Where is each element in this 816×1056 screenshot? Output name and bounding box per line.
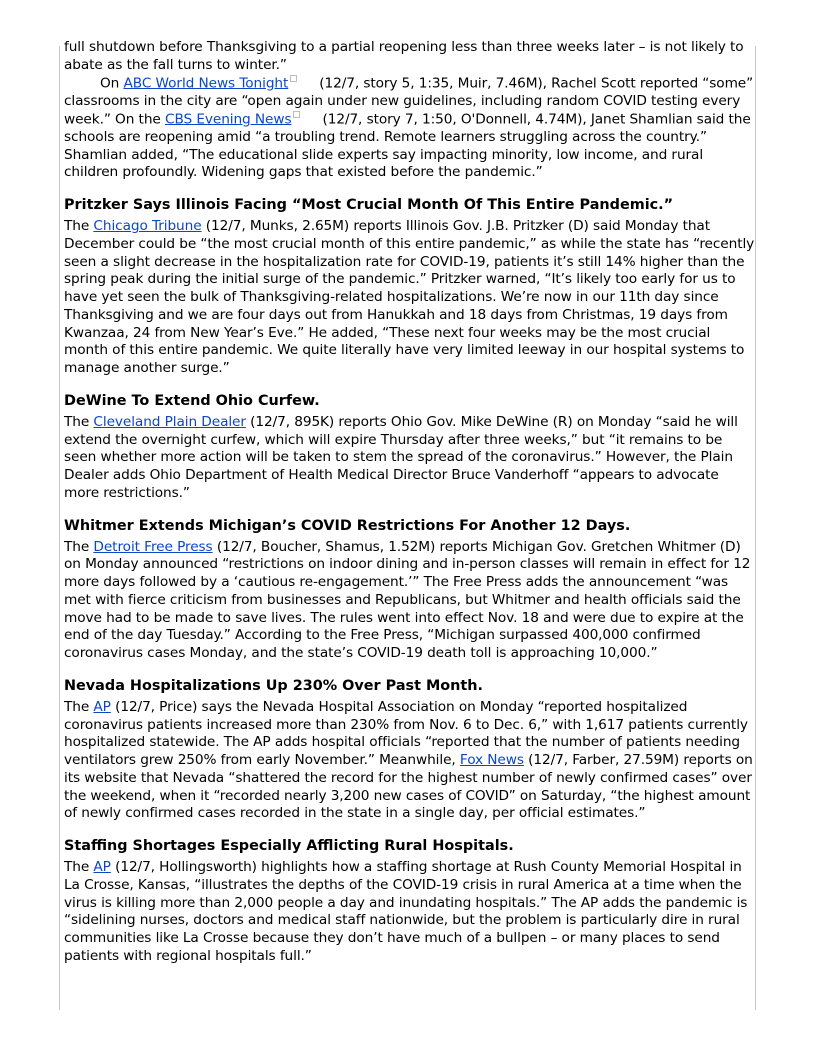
intro-paragraph-1: full shutdown before Thanksgiving to a partial reopening less than three weeks later – is not likely to abate as the fall turns to winter.”	[64, 39, 744, 73]
headline-dewine: DeWine To Extend Ohio Curfew.	[64, 392, 320, 409]
fox-news-link[interactable]: Fox News	[459, 752, 524, 769]
headline-staffing: Staffing Shortages Especially Afflicting Rural Hospitals.	[64, 838, 514, 855]
detroit-free-press-link[interactable]: Detroit Free Press	[93, 538, 213, 555]
article-whitmer: The Detroit Free Press (12/7, Boucher, Shamus, 1.52M) reports Michigan Gov. Gretchen Whitmer (D) on Monday announced “restrictions on indoor dining and in-person classes will remain in effect for 12 more days followed by a ‘cautious re-engagement.’” The Free Press adds the announcement “was met with fierce criticism from businesses and Republicans, but Whitmer and health officials said the move had to be made to save lives. The rules went into effect Nov. 18 and were due to expire at the end of the day Tuesday.” According to the Free Press, “Michigan surpassed 400,000 confirmed coronavirus cases Monday, and the state’s COVID-19 death toll is approaching 10,000.”	[64, 538, 751, 662]
left-margin-rule	[59, 46, 60, 1010]
chicago-tribune-link[interactable]: Chicago Tribune	[93, 218, 202, 235]
cleveland-plain-dealer-link[interactable]: Cleveland Plain Dealer	[93, 413, 246, 430]
intro-text-a: On	[100, 75, 124, 92]
link-marker-icon	[290, 75, 297, 82]
headline-nevada: Nevada Hospitalizations Up 230% Over Past Month.	[64, 677, 484, 694]
document-body	[64, 39, 758, 966]
headline-pritzker: Pritzker Says Illinois Facing “Most Crucial Month Of This Entire Pandemic.”	[64, 197, 674, 214]
intro-paragraph-2	[64, 75, 758, 183]
cbs-evening-news-link[interactable]: CBS Evening News	[164, 111, 292, 128]
intro-text-b: (12/7, story 5, 1:35, Muir, 7.46M), Rachel Scott reported “some” classrooms in the city are “open again under new guidelines, including random COVID testing every week.” On the	[64, 75, 754, 128]
ap-link-2[interactable]: AP	[93, 859, 111, 876]
article-nevada: The AP (12/7, Price) says the Nevada Hospital Association on Monday “reported hospitalized coronavirus patients increased more than 230% from Nov. 6 to Dec. 6,” with 1,617 patients currently hospitalized statewide. The AP adds hospital officials “reported that the number of patients needing ventilators grew 250% from early November.” Meanwhile, Fox News (12/7, Farber, 27.59M) reports on its website that Nevada “shattered the record for the highest number of newly confirmed cases” over the weekend, when it “recorded nearly 3,200 new cases of COVID” on Saturday, “the highest amount of newly confirmed cases recorded in the state in a single day, per official estimates.”	[64, 698, 753, 822]
abc-world-news-link[interactable]: ABC World News Tonight	[123, 75, 289, 92]
ap-link[interactable]: AP	[93, 698, 111, 715]
intro-text-c: (12/7, story 7, 1:50, O'Donnell, 4.74M), Janet Shamlian said the schools are reopening amid “a troubling trend. Remote learners struggling across the country.” Shamlian added, “The educational slide experts say impacting minority, low income, and rural children profoundly. Widening gaps that existed before the pandemic.”	[64, 111, 751, 181]
headline-whitmer: Whitmer Extends Michigan’s COVID Restrictions For Another 12 Days.	[64, 517, 631, 534]
article-dewine: The Cleveland Plain Dealer (12/7, 895K) reports Ohio Gov. Mike DeWine (R) on Monday “said he will extend the overnight curfew, which will expire Thursday after three weeks,” but “it remains to be seen whether more action will be taken to stem the spread of the coronavirus.” However, the Plain Dealer adds Ohio Department of Health Medical Director Bruce Vanderhoff “appears to advocate more restrictions.”	[64, 413, 738, 501]
article-pritzker: The Chicago Tribune (12/7, Munks, 2.65M) reports Illinois Gov. J.B. Pritzker (D) said Monday that December could be “the most crucial month of this entire pandemic,” as while the state has “recently seen a slight decrease in the hospitalization rate for COVID-19, patients it’s still 14% higher than the spring peak during the initial surge of the pandemic.” Pritzker warned, “It’s likely too early for us to have yet seen the bulk of Thanksgiving-related hospitalizations. We’re now in our 11th day since Thanksgiving and we are four days out from Hanukkah and 18 days from Christmas, 19 days from Kwanzaa, 24 from New Year’s Eve.” He added, “These next four weeks may be the most crucial month of this entire pandemic. We quite literally have very limited leeway in our hospital systems to manage another surge.”	[64, 218, 755, 377]
article-staffing: The AP (12/7, Hollingsworth) highlights how a staffing shortage at Rush County Memorial Hospital in La Crosse, Kansas, “illustrates the depths of the COVID-19 crisis in rural America at a time when the virus is killing more than 2,000 people a day and inundating hospitals.” The AP adds the pandemic is “sidelining nurses, doctors and medical staff nationwide, but the problem is particularly dire in rural communities like La Crosse because they don’t have much of a bullpen – or many places to send patients with regional hospitals full.”	[64, 859, 748, 964]
link-marker-icon	[293, 111, 300, 118]
